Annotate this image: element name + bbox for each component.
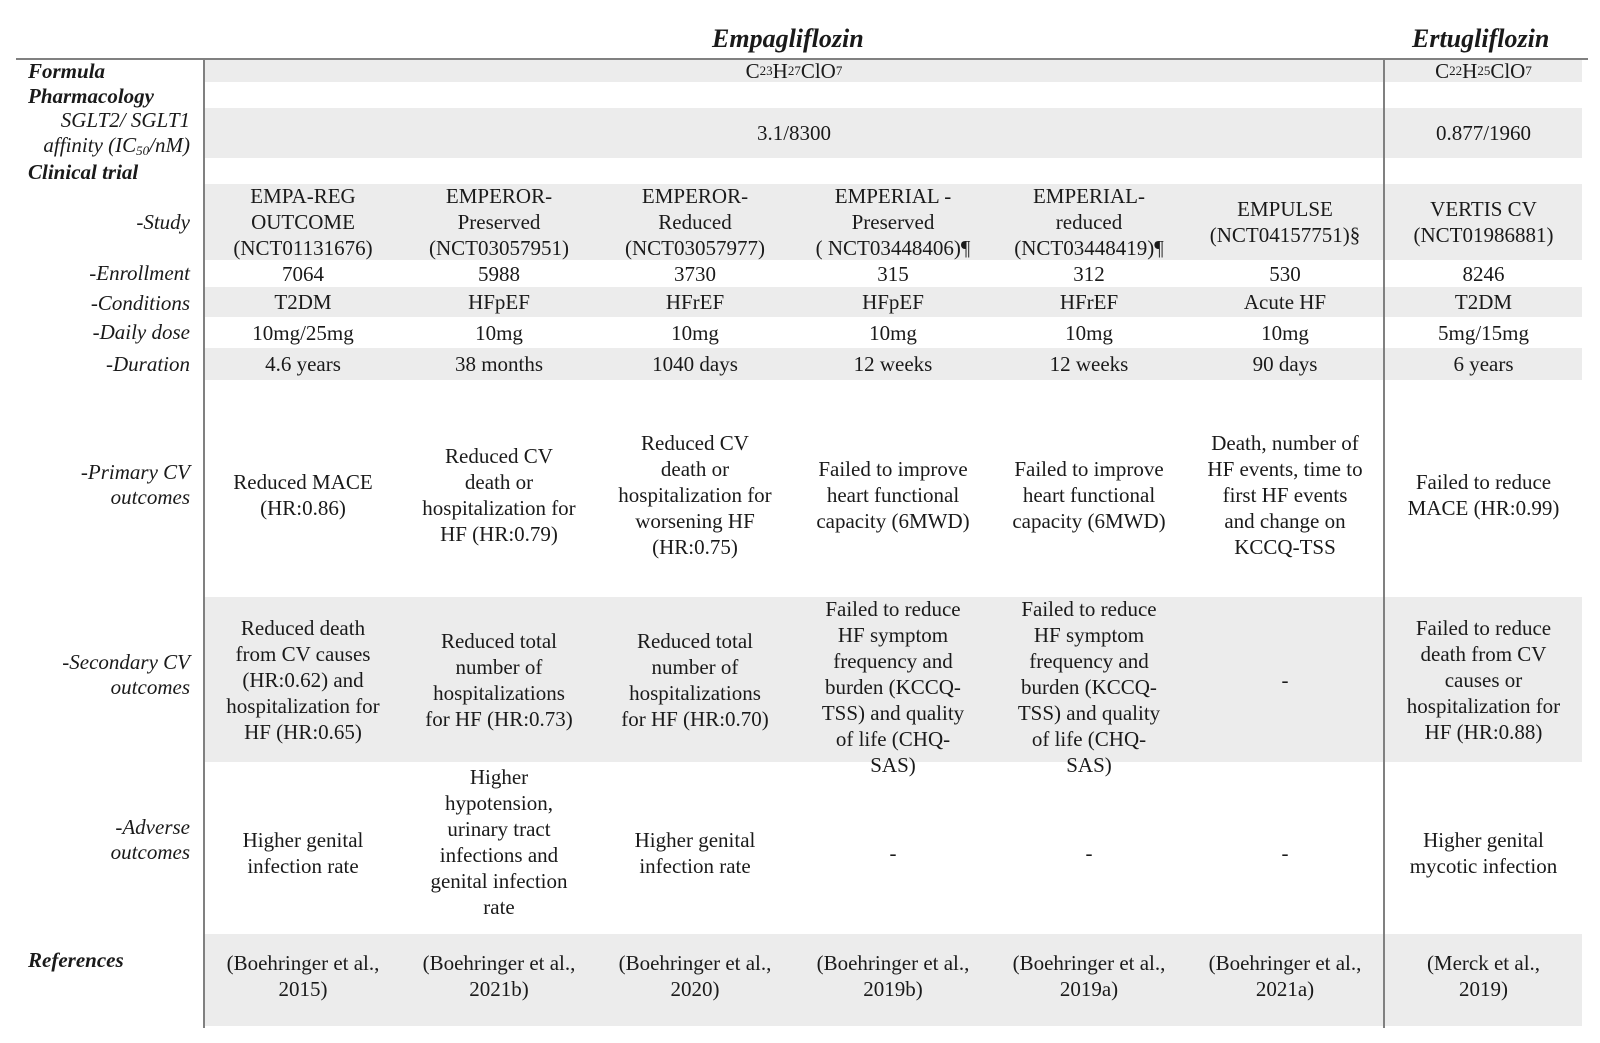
secondary-outcome-cell: Failed to reduce HF symptom frequency and burden (KCCQ- TSS) and quality of life (CHQ- SAS) (821, 597, 965, 777)
study-cell: EMPA-REG OUTCOME (NCT01131676) (233, 184, 373, 260)
ertugliflozin-formula: C 22 H 25 ClO 7 (1435, 59, 1532, 83)
adverse-outcome-cell: Higher genital mycotic infection (1409, 827, 1558, 878)
daily-dose-cell: 10mg (1261, 321, 1309, 345)
daily-dose-cell: 10mg (475, 321, 523, 345)
enrollment-cell: 3730 (674, 262, 716, 286)
enrollment-cell: 7064 (282, 262, 324, 286)
empagliflozin-formula: C 23 H 27 ClO 7 (745, 59, 843, 83)
reference-cell: (Boehringer et al., 2020) (618, 951, 772, 1001)
conditions-cell: Acute HF (1243, 290, 1327, 314)
adverse-outcome-cell: Higher genital infection rate (634, 827, 756, 878)
ertugliflozin-header: Ertugliflozin (1412, 24, 1550, 53)
formula-label: Formula (28, 59, 106, 83)
secondary-outcome-cell: Failed to reduce HF symptom frequency and burden (KCCQ- TSS) and quality of life (CHQ- SAS) (1017, 597, 1161, 777)
primary-outcome-cell: Failed to improve heart functional capacity (6MWD) (816, 457, 970, 533)
study-cell: EMPERIAL - Preserved ( NCT03448406)¶ (815, 184, 971, 260)
enrollment-cell: 530 (1269, 262, 1301, 286)
secondary-outcome-cell: Failed to reduce death from CV causes or hospitalization for HF (HR:0.88) (1406, 615, 1561, 744)
duration-cell: 12 weeks (853, 352, 933, 376)
study-cell: EMPERIAL- reduced (NCT03448419)¶ (1014, 184, 1164, 260)
conditions-label: -Conditions (90, 291, 190, 315)
duration-cell: 90 days (1252, 352, 1318, 376)
enrollment-cell: 8246 (1462, 262, 1505, 286)
pharmacology-label: Pharmacology (28, 84, 154, 108)
daily-dose-cell: 10mg/25mg (252, 321, 354, 345)
references-label: References (28, 948, 124, 972)
secondary-outcome-cell: Reduced total number of hospitalizations for HF (HR:0.70) (621, 628, 769, 731)
daily-dose-cell: 5mg/15mg (1437, 321, 1529, 345)
ertugliflozin-affinity: 0.877/1960 (1435, 121, 1532, 145)
duration-cell: 12 weeks (1049, 352, 1129, 376)
left-divider (203, 58, 205, 1028)
adverse-outcome-cell: - (1085, 840, 1093, 865)
daily-dose-cell: 10mg (1065, 321, 1113, 345)
primary-outcomes-label: -Primary CV outcomes (80, 460, 190, 509)
adverse-outcome-cell: - (1281, 840, 1289, 865)
study-cell: VERTIS CV (NCT01986881) (1413, 197, 1554, 247)
adverse-outcome-cell: - (889, 840, 897, 865)
primary-outcome-cell: Reduced CV death or hospitalization for worsening HF (HR:0.75) (618, 431, 772, 559)
primary-outcome-cell: Reduced CV death or hospitalization for HF (HR:0.79) (422, 444, 576, 546)
adverse-outcome-cell: Higher hypotension, urinary tract infections and genital infection rate (430, 765, 568, 919)
reference-cell: (Boehringer et al., 2021b) (422, 951, 576, 1001)
conditions-cell: T2DM (1454, 290, 1513, 314)
duration-cell: 1040 days (652, 352, 738, 376)
conditions-cell: T2DM (274, 290, 332, 314)
secondary-outcomes-label: -Secondary CV outcomes (62, 650, 190, 699)
primary-outcome-cell: Failed to reduce MACE (HR:0.99) (1407, 470, 1560, 520)
reference-cell: (Boehringer et al., 2015) (226, 951, 380, 1001)
duration-cell: 4.6 years (265, 352, 341, 376)
empagliflozin-affinity: 3.1/8300 (756, 121, 832, 145)
enrollment-cell: 5988 (478, 262, 520, 286)
conditions-cell: HFpEF (468, 290, 530, 314)
daily-dose-cell: 10mg (671, 321, 719, 345)
primary-outcome-cell: Death, number of HF events, time to first HF events and change on KCCQ-TSS (1207, 431, 1363, 559)
conditions-cell: HFpEF (862, 290, 924, 314)
daily-dose-cell: 10mg (869, 321, 917, 345)
study-cell: EMPEROR- Preserved (NCT03057951) (429, 184, 569, 260)
duration-cell: 6 years (1453, 352, 1514, 376)
reference-cell: (Boehringer et al., 2019a) (1012, 951, 1166, 1001)
daily-dose-label: -Daily dose (92, 320, 190, 344)
reference-cell: (Boehringer et al., 2021a) (1208, 951, 1362, 1001)
adverse-outcome-cell: Higher genital infection rate (242, 827, 364, 878)
reference-cell: (Boehringer et al., 2019b) (816, 951, 970, 1001)
enrollment-cell: 315 (877, 262, 909, 286)
secondary-outcome-cell: Reduced total number of hospitalizations for HF (HR:0.73) (425, 628, 573, 731)
affinity-label: SGLT2/ SGLT1 affinity $(IC_{50}/nM)$ (43, 108, 190, 158)
secondary-outcome-cell: - (1281, 667, 1289, 692)
enrollment-label: -Enrollment (89, 261, 190, 285)
study-cell: EMPEROR- Reduced (NCT03057977) (625, 184, 765, 260)
conditions-cell: HFrEF (1059, 290, 1119, 314)
adverse-outcomes-label: -Adverse outcomes (110, 815, 190, 864)
empagliflozin-header: Empagliflozin (712, 24, 864, 53)
secondary-outcome-cell: Reduced death from CV causes (HR:0.62) and hospitalization for HF (HR:0.65) (226, 615, 380, 744)
study-cell: EMPULSE (NCT04157751)§ (1209, 197, 1361, 247)
reference-cell: (Merck et al., 2019) (1426, 951, 1541, 1001)
enrollment-cell: 312 (1073, 262, 1105, 286)
primary-outcome-cell: Reduced MACE (HR:0.86) (233, 470, 373, 520)
study-label: -Study (136, 210, 190, 234)
clinical-trial-label: Clinical trial (28, 160, 139, 184)
conditions-cell: HFrEF (665, 290, 725, 314)
primary-outcome-cell: Failed to improve heart functional capacity (6MWD) (1012, 457, 1166, 533)
duration-cell: 38 months (454, 352, 544, 376)
duration-label: -Duration (106, 352, 190, 376)
